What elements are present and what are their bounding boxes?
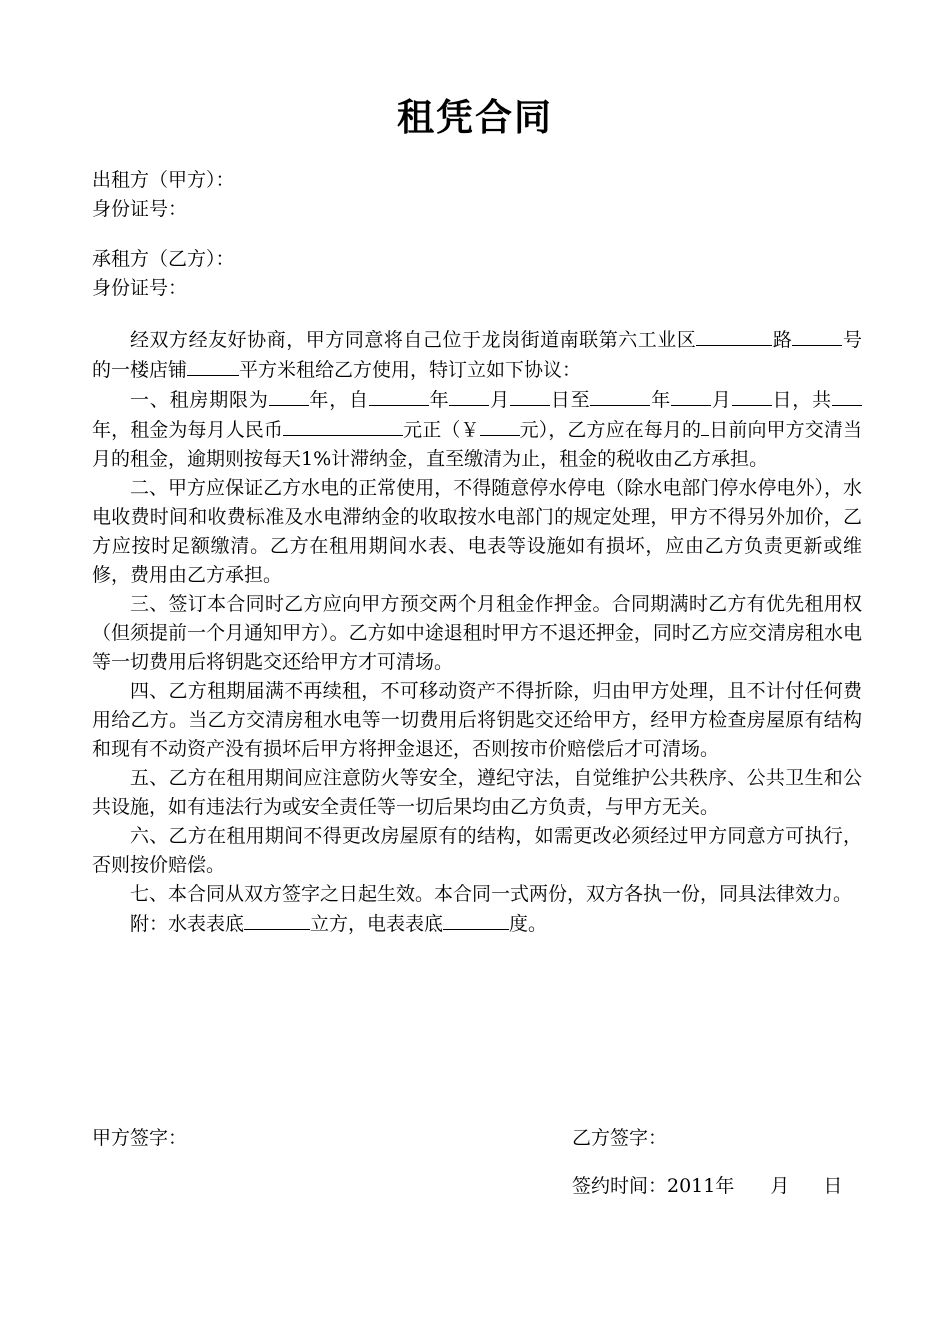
signing-month: 月 [770,1175,790,1197]
intro-paragraph: 经双方经友好协商，甲方同意将自己位于龙岗街道南联第六工业区 路 号的一楼店铺 平方米租给乙方使用，特订立如下协议： [92,325,862,385]
signing-date [572,1172,842,1201]
clause-3: 三、签订本合同时乙方应向甲方预交两个月租金作押金。合同期满时乙方有优先租用权（但须提前一个月通知甲方）。乙方如中途退租时甲方不退还押金，同时乙方应交清房租水电等一切费用后将钥匙交还给甲方才可清场。 [92,593,862,673]
lessor-block [92,166,852,224]
clause-2: 二、甲方应保证乙方水电的正常使用，不得随意停水停电（除水电部门停水停电外），水电收费时间和收费标准及水电滞纳金的收取按水电部门的规定处理，甲方不得另外加价，乙方应按时足额缴清。乙方在租用期间水表、电表等设施如有损坏，应由乙方负责更新或维修，费用由乙方承担。 [92,477,862,586]
clause-5: 五、乙方在租用期间应注意防火等安全，遵纪守法，自觉维护公共秩序、公共卫生和公共设施，如有违法行为或安全责任等一切后果均由乙方负责，与甲方无关。 [92,767,862,818]
lessee-block [92,245,852,303]
clause-6: 六、乙方在租用期间不得更改房屋原有的结构，如需更改必须经过甲方同意方可执行，否则按价赔偿。 [92,825,862,876]
lessee-id-label: 身份证号： [92,277,188,299]
lessor-id-label: 身份证号： [92,198,188,220]
lessee-label: 承租方（乙方）： [92,248,235,270]
lessor-signature-label: 甲方签字： [92,1127,188,1149]
clause-4: 四、乙方租期届满不再续租，不可移动资产不得折除，归由甲方处理，且不计付任何费用给乙方。当乙方交清房租水电等一切费用后将钥匙交还给甲方，经甲方检查房屋原有结构和现有不动资产没有损坏后甲方将押金退还，否则按市价赔偿后才可清场。 [92,680,862,760]
document-title: 租凭合同 [397,95,553,139]
appendix-line: 附：水表表底 立方，电表表底 度。 [92,909,862,939]
contract-body [92,325,862,939]
signing-day: 日 [823,1175,843,1197]
clause-1: 一、租房期限为 年，自 年 月 日至 年 月 日，共年，租金为每月人民币 元正（￥ 元），乙方应在每月的 日前向甲方交清当月的租金，逾期则按每天1%计滞纳金，直至缴清为止，租金的税收由乙方承担。 [92,385,862,474]
number-blank [792,325,842,346]
area-blank [187,355,239,376]
electric-meter-blank [443,909,509,930]
signing-date-label: 签约时间：2011年 [572,1175,735,1197]
clause-7: 七、本合同从双方签字之日起生效。本合同一式两份，双方各执一份，同具法律效力。 [130,883,853,905]
lessee-signature-label: 乙方签字： [572,1127,668,1149]
road-blank [696,325,772,346]
water-meter-blank [244,909,310,930]
lessor-label: 出租方（甲方）： [92,169,235,191]
